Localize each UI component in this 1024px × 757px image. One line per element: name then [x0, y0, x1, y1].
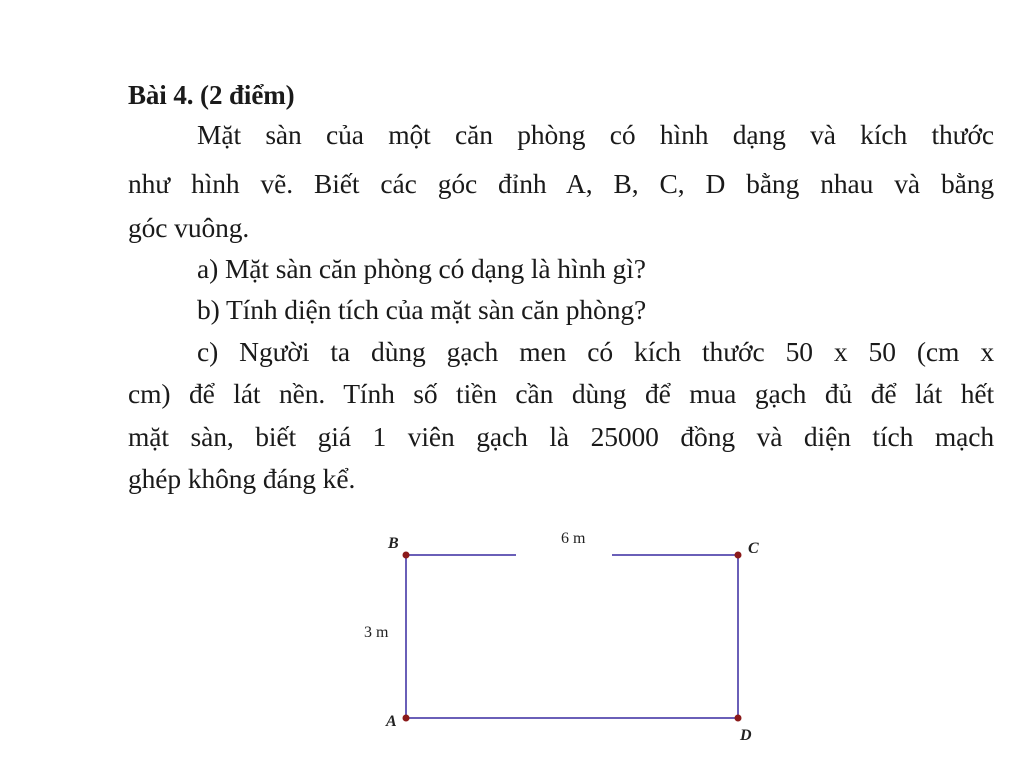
question-b: b) Tính diện tích của mặt sàn căn phòng? — [197, 294, 647, 325]
vertex-b-label: B — [388, 535, 399, 552]
question-c-line-4: ghép không đáng kể. — [128, 463, 356, 494]
vertex-b-point — [403, 552, 410, 559]
question-c-line-1: c) Người ta dùng gạch men có kích thước 50 x 50 (cm x — [197, 336, 994, 367]
vertex-d-label: D — [740, 727, 752, 744]
height-dimension-label: 3 m — [364, 624, 389, 641]
intro-line-3: góc vuông. — [128, 212, 250, 243]
width-dimension-label: 6 m — [561, 530, 586, 547]
vertex-d-point — [735, 715, 742, 722]
question-c-line-2: cm) để lát nền. Tính số tiền cần dùng để mua gạch đủ để lát hết — [128, 378, 994, 409]
problem-title: Bài 4. (2 điểm) — [128, 80, 295, 110]
question-a: a) Mặt sàn căn phòng có dạng là hình gì? — [197, 253, 646, 284]
vertex-c-label: C — [748, 540, 759, 557]
question-c-line-3: mặt sàn, biết giá 1 viên gạch là 25000 đồng và diện tích mạch — [128, 421, 994, 452]
vertex-a-point — [403, 715, 410, 722]
vertex-c-point — [735, 552, 742, 559]
intro-line-1: Mặt sàn của một căn phòng có hình dạng và kích thước — [197, 119, 994, 150]
vertex-a-label: A — [386, 713, 397, 730]
intro-line-2: như hình vẽ. Biết các góc đỉnh A, B, C, D bằng nhau và bằng — [128, 168, 994, 199]
